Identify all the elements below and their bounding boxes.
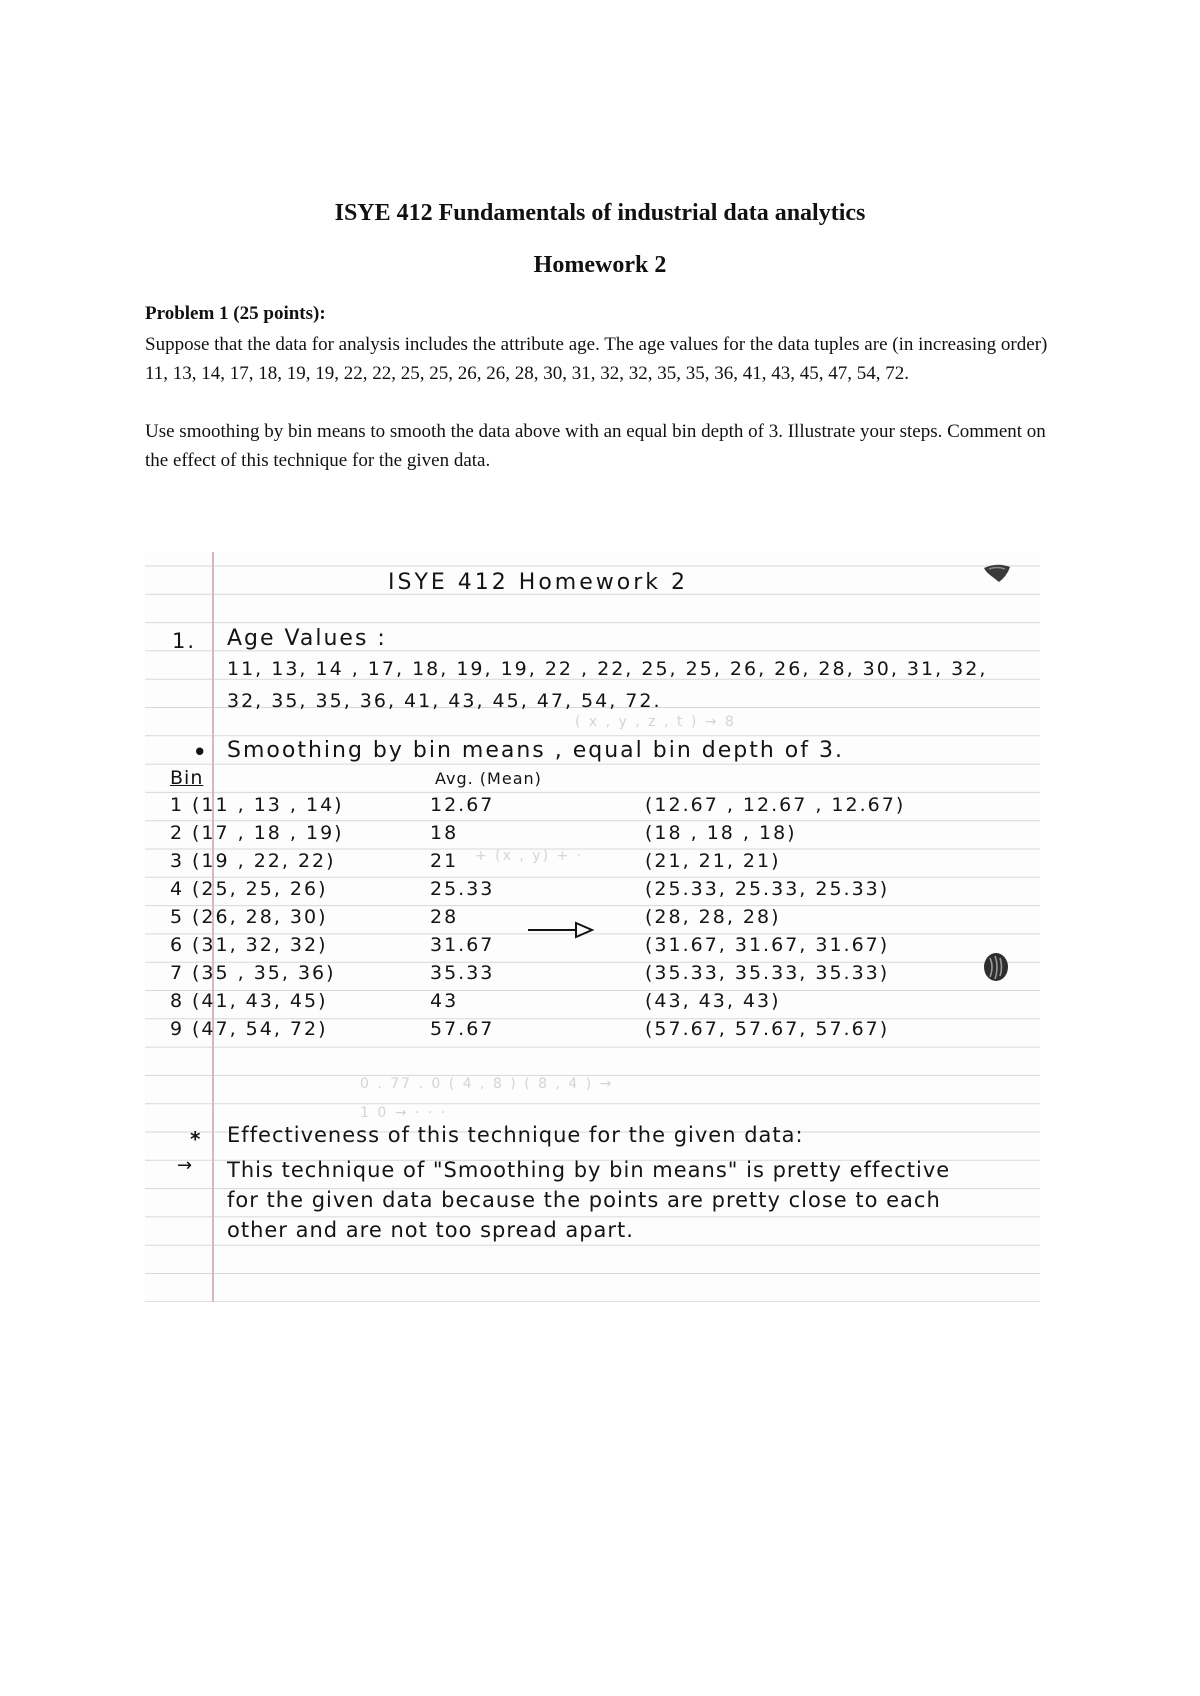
star-marker: * (190, 1127, 203, 1151)
ink-stain-icon (981, 950, 1011, 984)
bin-index: 6 (170, 934, 185, 956)
right-arrow-icon (526, 919, 596, 941)
bin-index: 1 (170, 794, 185, 816)
bin-index: 4 (170, 878, 185, 900)
bin-index: 8 (170, 990, 185, 1012)
bin-mean: 21 (430, 850, 459, 872)
bin-values: (31, 32, 32) (192, 934, 328, 956)
bin-values: (19 , 22, 22) (192, 850, 336, 872)
bin-smoothed: (35.33, 35.33, 35.33) (645, 962, 890, 984)
bin-values: (26, 28, 30) (192, 906, 328, 928)
handwritten-notebook-page (145, 552, 1040, 1302)
bin-mean: 57.67 (430, 1018, 495, 1040)
bin-values: (17 , 18 , 19) (192, 822, 344, 844)
bin-values: (41, 43, 45) (192, 990, 328, 1012)
bin-column-header: Bin (170, 767, 204, 789)
bin-smoothed: (21, 21, 21) (645, 850, 781, 872)
bin-values: (25, 25, 26) (192, 878, 328, 900)
bleed-through-mark: 1 0 → · · · (360, 1105, 448, 1121)
bin-mean: 35.33 (430, 962, 495, 984)
age-values-line: 32, 35, 35, 36, 41, 43, 45, 47, 54, 72. (227, 690, 662, 712)
bin-smoothed: (31.67, 31.67, 31.67) (645, 934, 890, 956)
notes-title: ISYE 412 Homework 2 (388, 570, 688, 595)
document-subtitle: Homework 2 (533, 252, 667, 278)
bin-mean: 31.67 (430, 934, 495, 956)
problem-statement (145, 330, 1065, 475)
document-title: ISYE 412 Fundamentals of industrial data analytics (334, 200, 866, 226)
bin-smoothed: (57.67, 57.67, 57.67) (645, 1018, 890, 1040)
bin-mean: 43 (430, 990, 459, 1012)
bin-mean: 12.67 (430, 794, 495, 816)
item-number: 1. (172, 629, 197, 653)
mean-column-header: Avg. (Mean) (435, 769, 542, 788)
bin-mean: 18 (430, 822, 459, 844)
problem-paragraph: Suppose that the data for analysis includes the attribute age. The age values for the data tuples are (in increasing order) 11, 13, 14, 17, 18, 19, 19, 22, 22, 25, 25, 26, 26, 28, 30, 31, 32, 32, 35, 35, 36, 41, 43, 45, 47, 54, 72. (145, 334, 1048, 384)
bin-index: 9 (170, 1018, 185, 1040)
bin-smoothed: (12.67 , 12.67 , 12.67) (645, 794, 906, 816)
effectiveness-comment: This technique of "Smoothing by bin means" is pretty effective for the given data because the points are pretty close to each other and are not too spread apart. (227, 1158, 951, 1242)
bin-smoothed: (18 , 18 , 18) (645, 822, 797, 844)
bin-smoothed: (28, 28, 28) (645, 906, 781, 928)
smoothing-heading: Smoothing by bin means , equal bin depth of 3. (227, 738, 844, 763)
bin-index: 5 (170, 906, 185, 928)
comment-arrow-marker: → (177, 1155, 195, 1176)
age-values-line: 11, 13, 14 , 17, 18, 19, 19, 22 , 22, 25, 25, 26, 26, 28, 30, 31, 32, (227, 658, 988, 680)
bin-values: (35 , 35, 36) (192, 962, 336, 984)
age-values-label: Age Values : (227, 626, 387, 651)
bleed-through-mark: ( x , y , z , t ) → 8 (575, 714, 736, 730)
problem-paragraph: Use smoothing by bin means to smooth the data above with an equal bin depth of 3. Illustrate your steps. Comment on the effect of this technique for the given data. (145, 421, 1046, 471)
effectiveness-heading: Effectiveness of this technique for the given data: (227, 1123, 804, 1147)
bleed-through-mark: + (x , y) + · (475, 848, 584, 864)
bin-values: (47, 54, 72) (192, 1018, 328, 1040)
bullet-icon: • (193, 740, 209, 764)
bin-index: 3 (170, 850, 185, 872)
bin-mean: 25.33 (430, 878, 495, 900)
bin-index: 2 (170, 822, 185, 844)
bleed-through-mark: 0 . 77 . 0 ( 4 , 8 ) ( 8 , 4 ) → (360, 1076, 614, 1092)
bin-smoothed: (25.33, 25.33, 25.33) (645, 878, 890, 900)
ink-stain-icon (981, 562, 1013, 586)
bin-mean: 28 (430, 906, 459, 928)
bin-index: 7 (170, 962, 185, 984)
bin-smoothed: (43, 43, 43) (645, 990, 781, 1012)
bin-values: (11 , 13 , 14) (192, 794, 344, 816)
problem-heading: Problem 1 (25 points): (145, 303, 326, 324)
